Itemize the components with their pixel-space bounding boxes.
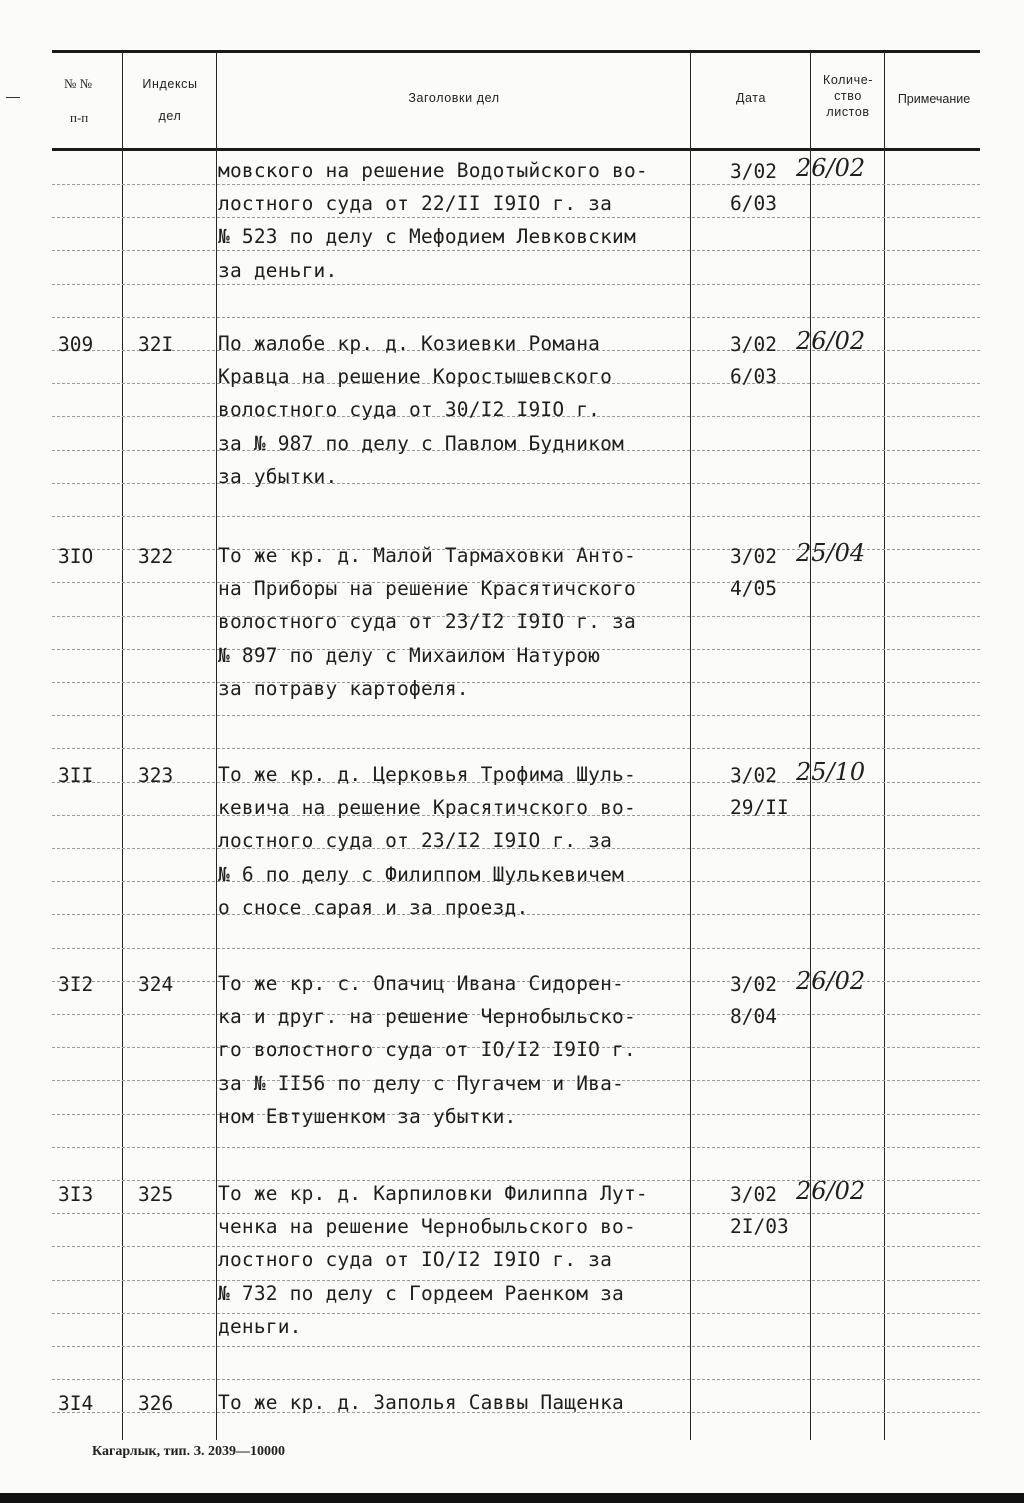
entry-title-line: го волостного суда от IO/I2 I9IO г. xyxy=(218,1038,636,1062)
entry-title-line: Кравца на решение Коростышевского xyxy=(218,365,613,389)
entry-title-line: за № II56 по делу с Пугачем и Ива- xyxy=(218,1071,624,1095)
entry-title-line: По жалобе кр. д. Козиевки Романа xyxy=(218,332,601,355)
entry-title-line: за убытки. xyxy=(218,464,338,488)
header-index-sub: дел xyxy=(158,109,182,123)
handwritten-date: 25/04 xyxy=(796,539,866,567)
entry-title-line: волостного суда от 23/I2 I9IO г. за xyxy=(218,610,636,634)
entry-title-line: за деньги. xyxy=(218,258,338,282)
row-guide-line xyxy=(52,483,980,484)
margin-mark xyxy=(6,97,20,98)
entry-date-start: 3/02 xyxy=(730,333,777,356)
entry-date-start: 3/02 xyxy=(730,973,777,996)
entry-index: 32I xyxy=(138,333,174,356)
entry-title-line: № 732 по делу с Гордеем Раенком за xyxy=(218,1281,624,1305)
row-guide-line xyxy=(52,1379,980,1380)
entry-index: 326 xyxy=(138,1392,174,1415)
entry-number: 3I3 xyxy=(58,1183,94,1206)
entry-title-line: № 897 по делу с Михаилом Натурою xyxy=(218,643,601,667)
row-guide-line xyxy=(52,1346,980,1347)
entry-title-line: ном Евтушенком за убытки. xyxy=(218,1104,517,1128)
row-guide-line xyxy=(52,682,980,683)
entry-index: 322 xyxy=(138,545,174,568)
row-guide-line xyxy=(52,715,980,716)
header-index: Индексы xyxy=(142,77,198,91)
entry-index: 323 xyxy=(138,764,174,787)
header-bottom-rule xyxy=(52,148,980,151)
header-date: Дата xyxy=(735,91,767,105)
header-number-sub: п-п xyxy=(70,110,89,125)
entry-date-start: 3/02 xyxy=(730,1183,777,1206)
entry-date-end: 6/03 xyxy=(730,365,777,388)
col-rule-1 xyxy=(122,52,123,1440)
entry-title-line: на Приборы на решение Красятичского xyxy=(218,577,636,601)
col-rule-5 xyxy=(884,52,885,1440)
entry-number: 3II xyxy=(58,764,94,787)
entry-title-line: за № 987 по делу с Павлом Будником xyxy=(218,431,624,455)
entry-title-line: за потраву картофеля. xyxy=(218,676,469,700)
entry-date-end: 6/03 xyxy=(730,192,777,215)
header-number-symbol: № № xyxy=(64,76,93,91)
header-note: Примечание xyxy=(897,92,971,106)
entry-date-end: 4/05 xyxy=(730,577,777,600)
header-title: Заголовки дел xyxy=(408,91,500,105)
row-guide-line xyxy=(52,748,980,749)
entry-date-end: 8/04 xyxy=(730,1005,777,1028)
entry-number: 3IO xyxy=(58,545,94,568)
entry-index: 324 xyxy=(138,973,174,996)
col-rule-2 xyxy=(216,52,217,1440)
entry-title-line: То же кр. с. Опачиц Ивана Сидорен- xyxy=(218,972,624,995)
entry-title-line: кевича на решение Красятичского во- xyxy=(218,796,636,820)
handwritten-date: 26/02 xyxy=(796,327,866,355)
entry-title-line: То же кр. д. Заполья Саввы Пащенка xyxy=(218,1391,624,1414)
row-guide-line xyxy=(52,317,980,318)
entry-number: 309 xyxy=(58,333,94,356)
entry-date-start: 3/02 xyxy=(730,160,777,183)
entry-title-line: волостного суда от 30/I2 I9IO г. xyxy=(218,398,601,422)
scan-edge xyxy=(0,1493,1024,1503)
entry-number: 3I4 xyxy=(58,1392,94,1415)
handwritten-date: 25/10 xyxy=(796,758,866,786)
entry-title-line: То же кр. д. Церковья Трофима Шуль- xyxy=(218,763,636,786)
entry-title-line: лостного суда от IO/I2 I9IO г. за xyxy=(218,1248,613,1272)
handwritten-date: 26/02 xyxy=(796,967,866,995)
entry-title-line: деньги. xyxy=(218,1314,302,1338)
entry-title-line: ка и друг. на решение Чернобыльско- xyxy=(218,1005,636,1029)
entry-date-end: 29/II xyxy=(730,796,789,819)
col-rule-3 xyxy=(690,52,691,1440)
entry-date-end: 2I/03 xyxy=(730,1215,789,1238)
printer-imprint: Кагарлык, тип. З. 2039—10000 xyxy=(92,1444,286,1459)
row-guide-line xyxy=(52,516,980,517)
row-guide-line xyxy=(52,1313,980,1314)
entry-title-line: лостного суда от 23/I2 I9IO г. за xyxy=(218,829,613,853)
entry-index: 325 xyxy=(138,1183,174,1206)
entry-number: 3I2 xyxy=(58,973,94,996)
handwritten-date: 26/02 xyxy=(796,154,866,182)
entry-title-line: № 523 по делу с Мефодием Левковским xyxy=(218,225,636,249)
entry-title-line: № 6 по делу с Филиппом Шулькевичем xyxy=(218,862,624,886)
entry-title-line: мовского на решение Водотыйского во- xyxy=(218,159,648,182)
entry-title-line: То же кр. д. Малой Тармаховки Анто- xyxy=(218,544,636,567)
header-sheet-count: Количе- ство листов xyxy=(822,73,874,119)
row-guide-line xyxy=(52,1147,980,1148)
entry-title-line: лостного суда от 22/II I9IO г. за xyxy=(218,192,613,216)
col-rule-4 xyxy=(810,52,811,1440)
entry-title-line: о сносе сарая и за проезд. xyxy=(218,895,529,919)
row-guide-line xyxy=(52,948,980,949)
handwritten-date: 26/02 xyxy=(796,1177,866,1205)
entry-date-start: 3/02 xyxy=(730,764,777,787)
entry-date-start: 3/02 xyxy=(730,545,777,568)
top-rule xyxy=(52,50,980,53)
row-guide-line xyxy=(52,284,980,285)
entry-title-line: То же кр. д. Карпиловки Филиппа Лут- xyxy=(218,1182,648,1205)
entry-title-line: ченка на решение Чернобыльского во- xyxy=(218,1215,636,1239)
